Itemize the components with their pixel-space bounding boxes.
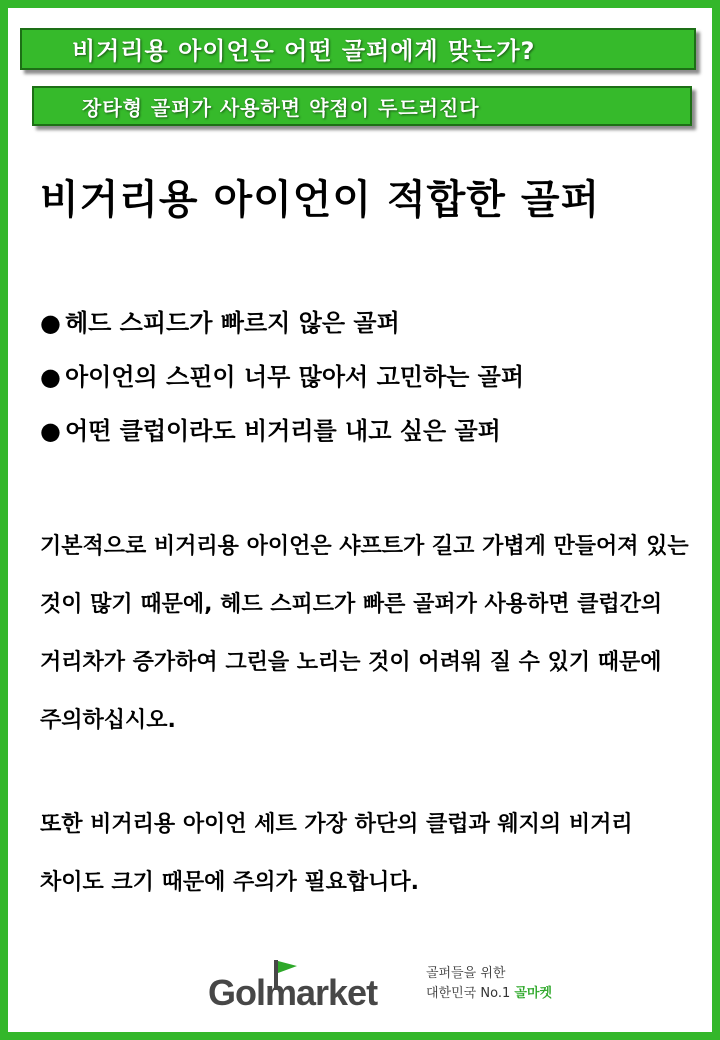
logo-tagline-line1: 골퍼들을 위한 <box>426 966 506 981</box>
question-banner <box>20 28 696 70</box>
golfer-list <box>40 306 524 468</box>
question-banner-text: 비거리용 아이언은 어떤 골퍼에게 맞는가? <box>72 37 536 65</box>
bullet-icon: ● <box>40 309 61 337</box>
logo-tagline-prefix: 대한민국 No.1 <box>426 986 515 1001</box>
bullet-icon: ● <box>40 363 61 391</box>
body-paragraph-1: 기본적으로 비거리용 아이언은 샤프트가 길고 가볍게 만들어져 있는 것이 많기 때문에, 헤드 스피드가 빠른 골퍼가 사용하면 클럽간의 거리차가 증가하여 그린을 노리는 것이 어려워 질 수 있기 때문에 주의하십시오. <box>40 534 689 733</box>
golmarket-logo <box>208 958 568 1018</box>
logo-tagline-highlight: 골마켓 <box>514 986 553 1001</box>
list-item <box>40 306 524 360</box>
flag-icon <box>270 958 300 992</box>
body-paragraph-2: 또한 비거리용 아이언 세트 가장 하단의 클럽과 웨지의 비거리 차이도 크기 때문에 주의가 필요합니다. <box>40 812 633 895</box>
list-item-text: 헤드 스피드가 빠르지 않은 골퍼 <box>64 309 400 337</box>
logo-tagline <box>426 964 552 1004</box>
list-item-text: 어떤 클럽이라도 비거리를 내고 싶은 골퍼 <box>64 417 501 445</box>
logo-wordmark: Golmarket <box>208 972 378 1013</box>
list-item <box>40 414 524 468</box>
bullet-icon: ● <box>40 417 61 445</box>
list-item <box>40 360 524 414</box>
list-item-text: 아이언의 스핀이 너무 많아서 고민하는 골퍼 <box>64 363 525 391</box>
subtitle-banner <box>32 86 692 126</box>
logo-tagline-line2 <box>426 984 552 1004</box>
subtitle-banner-text: 장타형 골퍼가 사용하면 약점이 두드러진다 <box>82 96 480 120</box>
main-heading: 비거리용 아이언이 적합한 골퍼 <box>40 177 601 223</box>
